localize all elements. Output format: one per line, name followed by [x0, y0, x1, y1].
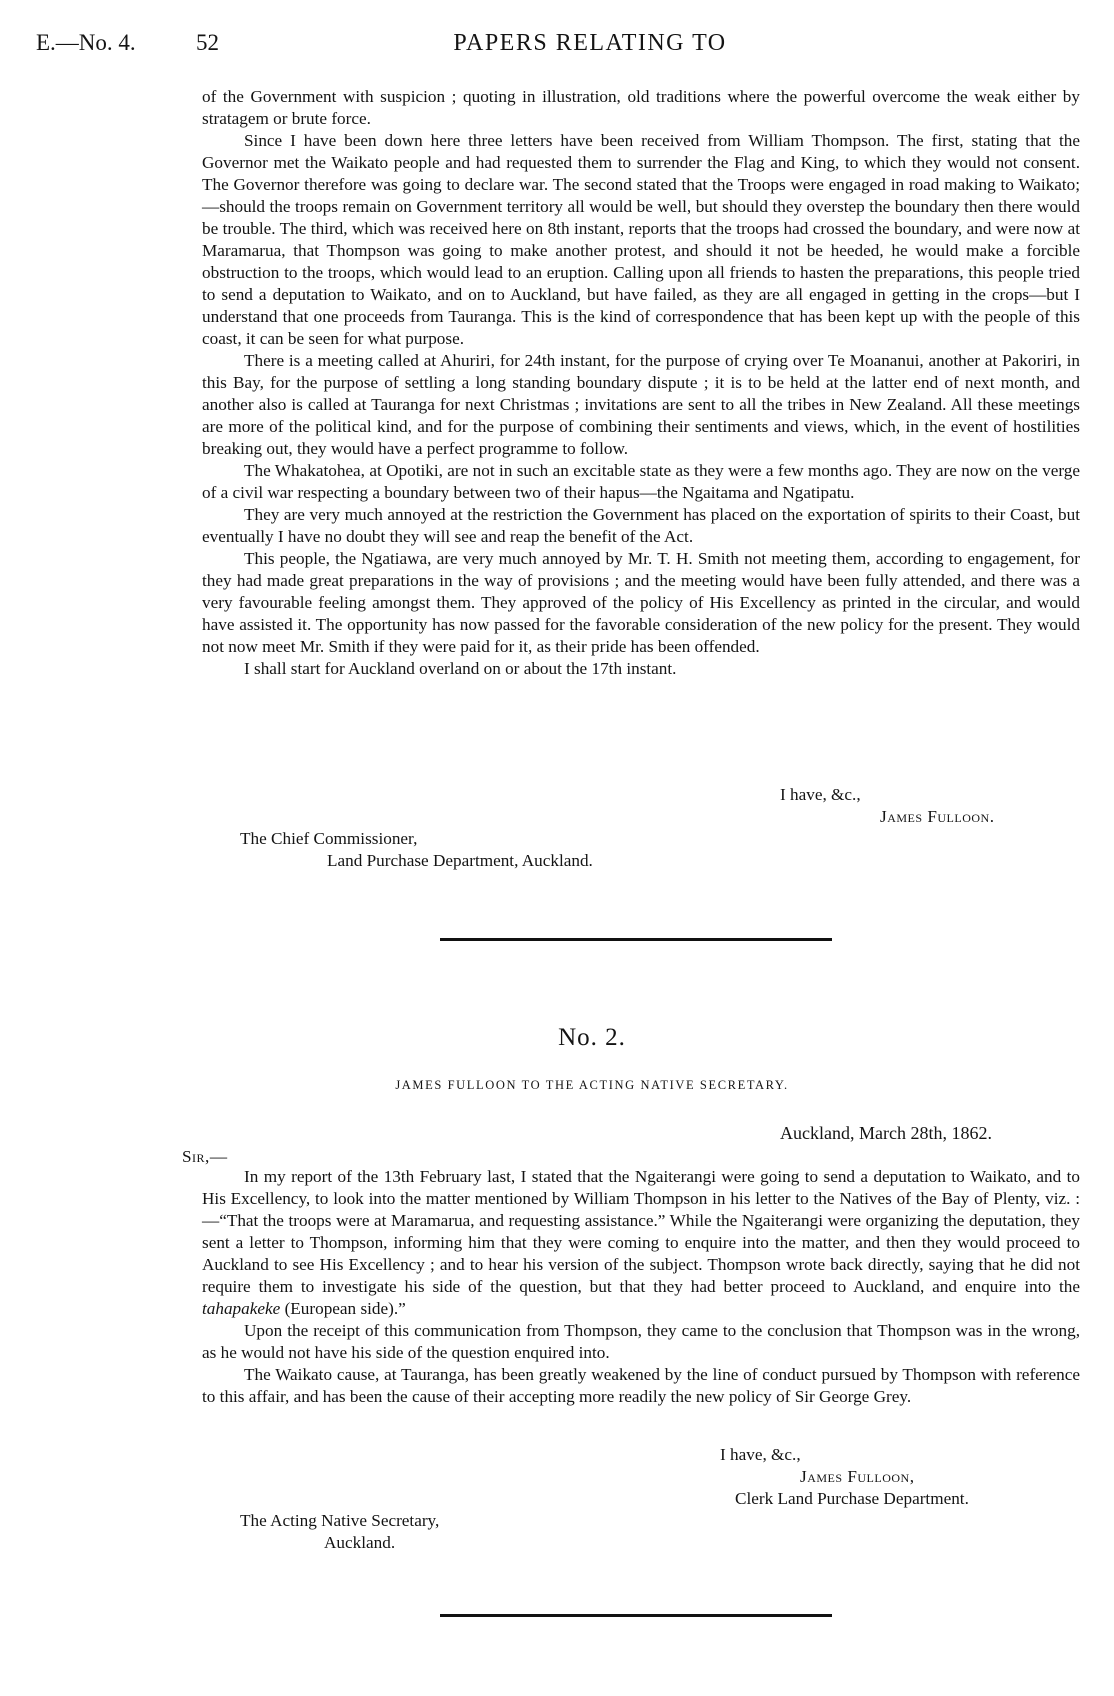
- salutation: Sir,—: [182, 1147, 228, 1166]
- letter-2-addressee-line1: The Acting Native Secretary,: [240, 1511, 440, 1530]
- paragraph: I shall start for Auckland overland on or about the 17th instant.: [244, 659, 677, 678]
- document-reference: E.—No. 4.: [36, 30, 136, 55]
- letter-2-addressee-line2: Auckland.: [324, 1533, 396, 1552]
- section-divider: [440, 938, 832, 941]
- paragraph: There is a meeting called at Ahuriri, for 24th instant, for the purpose of crying over Te Moananui, another at Pakoriri, in this Bay, for the purpose of settling a long standing boundary dispute ; it is to be held at the latter end of next month, and another also is called at Tauranga for next Christmas ; invitations are sent to all the tribes in New Zealand. All these meetings are more of the political kind, and for the purpose of combining their sentiments and views, which, in the event of hostilities breaking out, they would have a perfect programme to follow.: [202, 351, 1080, 458]
- letter-2-closing: I have, &c.,: [720, 1445, 801, 1464]
- section-divider: [440, 1614, 832, 1617]
- paragraph-text: In my report of the 13th February last, I stated that the Ngaiterangi were going to send a deputation to Waikato, and to His Excellency, to look into the matter mentioned by William Thompson in his letter to the Natives of the Bay of Plenty, viz. :—“That the troops were at Maramarua, and requesting assistance.” While the Ngaiterangi were organizing the deputation, they sent a letter to Thompson, informing him that they were coming to enquire into the matter, and then they would proceed to Auckland to see His Excellency ; and to hear his version of the subject. Thompson wrote back directly, saying that he did not require them to investigate his side of the question, but that they had better proceed to Auckland, and enquire into the: [202, 1167, 1080, 1296]
- letter-1-addressee-line2: Land Purchase Department, Auckland.: [327, 851, 593, 870]
- paragraph: Upon the receipt of this communication from Thompson, they came to the conclusion that Thompson was in the wrong, as he would not have his side of the question enquired into.: [202, 1321, 1080, 1362]
- letter-1-addressee-line1: The Chief Commissioner,: [240, 829, 418, 848]
- letter-2-signature: James Fulloon,: [800, 1467, 915, 1486]
- paragraph: Since I have been down here three letters have been received from William Thompson. The first, stating that the Governor met the Waikato people and had requested them to surrender the Flag and King, to which they would not consent. The Governor therefore was going to declare war. The second stated that the Troops were engaged in road making to Waikato;—should the troops remain on Government territory all would be well, but should they overstep the boundary then there would be trouble. The third, which was received here on 8th instant, reports that the troops had crossed the boundary, and were now at Maramarua, that Thompson was going to make another protest, and should it not be heeded, he would make a forcible obstruction to the troops, which would lead to an eruption. Calling upon all friends to hasten the preparations, this people tried to send a deputation to Waikato, and on to Auckland, but have failed, as they are all engaged in getting in the crops—but I understand that one proceeds from Tauranga. This is the kind of correspondence that has been kept up with the people of this coast, it can be seen for what purpose.: [202, 131, 1080, 348]
- paragraph: of the Government with suspicion ; quoting in illustration, old traditions where the powerful overcome the weak either by stratagem or brute force.: [202, 87, 1080, 128]
- letter-1-closing: I have, &c.,: [780, 785, 861, 804]
- letter-heading: JAMES FULLOON TO THE ACTING NATIVE SECRETARY.: [395, 1078, 789, 1092]
- italic-term: tahapakeke: [202, 1299, 281, 1318]
- paragraph: The Whakatohea, at Opotiki, are not in such an excitable state as they were a few months ago. They are now on the verge of a civil war respecting a boundary between two of their hapus—the Ngaitama and Ngatipatu.: [202, 461, 1080, 502]
- paragraph: [202, 1166, 1080, 1320]
- paragraph-text: (European side).”: [280, 1299, 406, 1318]
- running-title: PAPERS RELATING TO: [453, 30, 727, 56]
- paragraph: The Waikato cause, at Tauranga, has been greatly weakened by the line of conduct pursued by Thompson with reference to this affair, and has been the cause of their accepting more readily the new policy of Sir George Grey.: [202, 1365, 1080, 1406]
- letter-number: No. 2.: [558, 1024, 626, 1051]
- letter-1-signature: James Fulloon.: [880, 807, 995, 826]
- letter-1-body: [202, 86, 1080, 680]
- page-header: [36, 30, 1074, 66]
- letter-2-signature-title: Clerk Land Purchase Department.: [735, 1489, 969, 1508]
- letter-2-body: [202, 1166, 1080, 1408]
- paragraph: This people, the Ngatiawa, are very much annoyed by Mr. T. H. Smith not meeting them, according to engagement, for they had made great preparations in the way of provisions ; and the meeting would have been fully attended, and there was a very favourable feeling amongst them. They approved of the policy of His Excellency as printed in the circular, and would have assisted it. The opportunity has now passed for the favorable consideration of the new policy for the present. They would not now meet Mr. Smith if they were paid for it, as their pride has been offended.: [202, 549, 1080, 656]
- page-number: 52: [196, 30, 219, 55]
- place-date: Auckland, March 28th, 1862.: [780, 1123, 992, 1143]
- paragraph: They are very much annoyed at the restriction the Government has placed on the exportation of spirits to their Coast, but eventually I have no doubt they will see and reap the benefit of the Act.: [202, 505, 1080, 546]
